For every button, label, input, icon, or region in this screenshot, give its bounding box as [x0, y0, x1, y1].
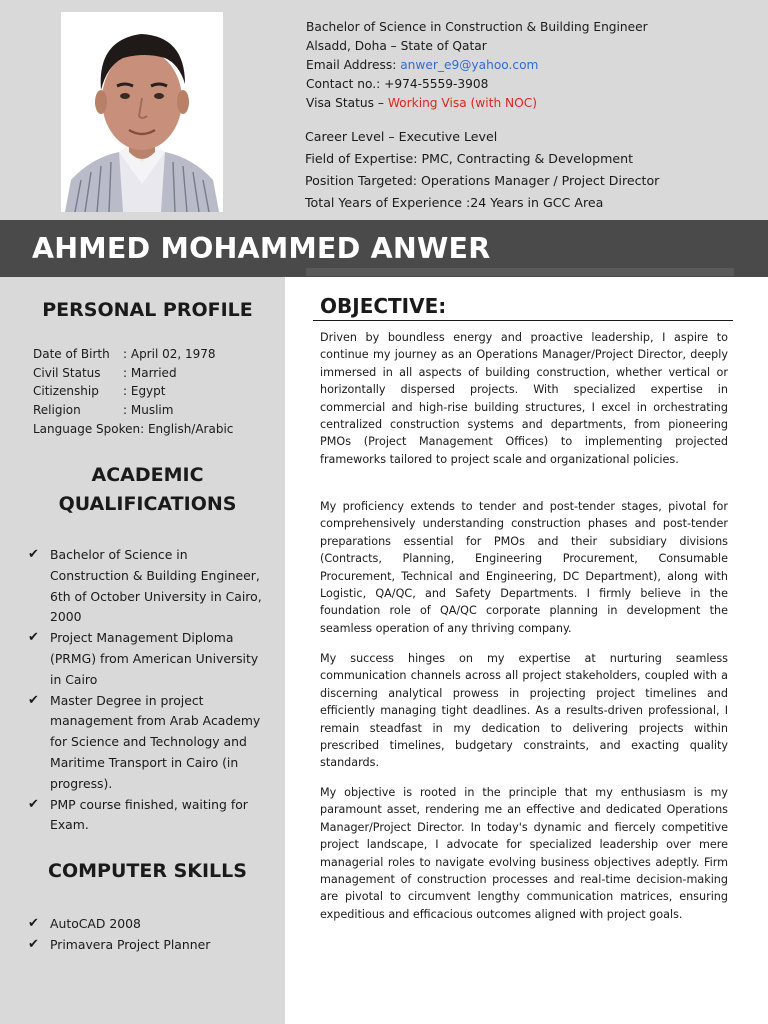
- email-line: [306, 56, 648, 75]
- check-icon: ✔: [28, 916, 39, 931]
- field-of-expertise-line: Field of Expertise: PMC, Contracting & Development: [305, 151, 634, 166]
- list-item: [28, 795, 268, 837]
- check-icon: ✔: [28, 796, 39, 812]
- profile-value: : April 02, 1978: [123, 347, 216, 361]
- computer-skills-heading: COMPUTER SKILLS: [48, 860, 247, 882]
- academic-heading-line1: ACADEMIC: [91, 464, 204, 486]
- profile-label: Date of Birth: [33, 347, 110, 361]
- skill-item-text: Primavera Project Planner: [50, 936, 211, 952]
- list-item: [28, 628, 268, 690]
- check-icon: ✔: [28, 547, 39, 562]
- profile-value: : Egypt: [123, 384, 166, 399]
- career-block: [305, 126, 659, 214]
- academic-list: [28, 545, 268, 836]
- academic-item-text: PMP course finished, waiting for Exam.: [50, 796, 248, 833]
- list-item: [28, 545, 268, 628]
- experience-line: Total Years of Experience :24 Years in GCC Area: [305, 195, 604, 210]
- email-link[interactable]: anwer_e9@yahoo.com: [400, 58, 539, 72]
- profile-label: Civil Status: [33, 365, 101, 380]
- objective-heading: OBJECTIVE:: [320, 294, 447, 318]
- profile-label: Religion: [33, 403, 81, 418]
- visa-line: [306, 94, 648, 113]
- degree-line: Bachelor of Science in Construction & Building Engineer: [306, 20, 648, 34]
- list-item: [28, 691, 268, 795]
- personal-profile-table: [33, 345, 233, 439]
- profile-value: : Married: [123, 365, 177, 380]
- profile-photo: [61, 12, 223, 212]
- contact-number-line: Contact no.: +974-5559-3908: [306, 77, 489, 91]
- academic-qualifications-heading: [0, 461, 295, 519]
- profile-value: : Muslim: [123, 403, 174, 418]
- profile-row: [33, 345, 233, 364]
- computer-skills-list: [28, 914, 268, 956]
- visa-status: Working Visa (with NOC): [387, 96, 538, 110]
- email-label: Email Address:: [306, 58, 397, 72]
- objective-paragraph: My proficiency extends to tender and post-tender stages, pivotal for comprehensively understanding construction phases and post-tender preparations essential for PMOs and their subsidiary divisions (Contracts, Planning, Engineering Procurement, Consumable Procurement, Technical and Engineering, DC Department), along with Logistic, QA/QC, and Safety Departments. I firmly believe in the foundation role of QA/QC corporate planning in development the seamless operation of any thriving company.: [320, 500, 728, 635]
- profile-row: [33, 382, 233, 401]
- objective-paragraph: My objective is rooted in the principle that my enthusiasm is my paramount asset, rendering me an effective and dedicated Operations Manager/Project Director. In today's dynamic and fiercely competitive project landscape, I advocate for specialized leadership over mere managerial roles to navigate evolving business objectives adeptly. Firm management of construction processes and real-time decision-making are pivotal to circumvent lengthy communication matrices, ensuring expeditious and efficacious outcomes aligned with project goals.: [320, 786, 728, 921]
- language-row: Language Spoken: English/Arabic: [33, 421, 234, 436]
- check-icon: ✔: [28, 936, 39, 952]
- personal-profile-heading: PERSONAL PROFILE: [42, 299, 253, 321]
- person-portrait-icon: [61, 12, 223, 212]
- academic-heading-line2: QUALIFICATIONS: [58, 493, 237, 515]
- visa-label: Visa Status –: [306, 96, 384, 110]
- check-icon: ✔: [28, 630, 39, 646]
- candidate-name: AHMED MOHAMMED ANWER: [32, 232, 491, 265]
- list-item: [28, 914, 268, 935]
- academic-item-text: Project Management Diploma (PRMG) from American University in Cairo: [50, 630, 259, 687]
- name-banner-accent: [306, 268, 734, 276]
- objective-paragraph: Driven by boundless energy and proactive leadership, I aspire to continue my journey as an Operations Manager/Project Director, deeply immersed in all aspects of building construction, whether vertical or horizontally dispersed projects. With specialized expertise in commercial and high-rise building structures, I excel in orchestrating centralized construction systems and departments, from pioneering PMOs (Project Management Offices) to implementing projected frameworks tailored to project scale and organizational policies.: [320, 331, 728, 466]
- academic-item-text: Bachelor of Science in Construction & Building Engineer, 6th of October University in Cairo, 2000: [50, 547, 262, 625]
- objective-divider: [313, 320, 733, 321]
- skill-item-text: AutoCAD 2008: [50, 916, 141, 931]
- profile-row: [33, 401, 233, 420]
- profile-row: [33, 364, 233, 383]
- location-line: Alsadd, Doha – State of Qatar: [306, 39, 487, 53]
- career-level-line: Career Level – Executive Level: [305, 129, 498, 144]
- contact-block: [306, 18, 648, 113]
- academic-item-text: Master Degree in project management from Arab Academy for Science and Technology and Maritime Transport in Cairo (in progress).: [50, 692, 261, 791]
- check-icon: ✔: [28, 692, 39, 708]
- list-item: [28, 935, 268, 956]
- position-targeted-line: Position Targeted: Operations Manager / Project Director: [305, 173, 660, 188]
- profile-label: Citizenship: [33, 384, 99, 399]
- objective-paragraph: My success hinges on my expertise at nurturing seamless communication channels across all project stakeholders, coupled with a discerning analytical prowess in projecting project timelines and efficiently managing tight deadlines. As a results-driven professional, I remain steadfast in my dedication to delivering projects within prescribed timelines, budgetary constraints, and exacting quality standards.: [320, 652, 728, 770]
